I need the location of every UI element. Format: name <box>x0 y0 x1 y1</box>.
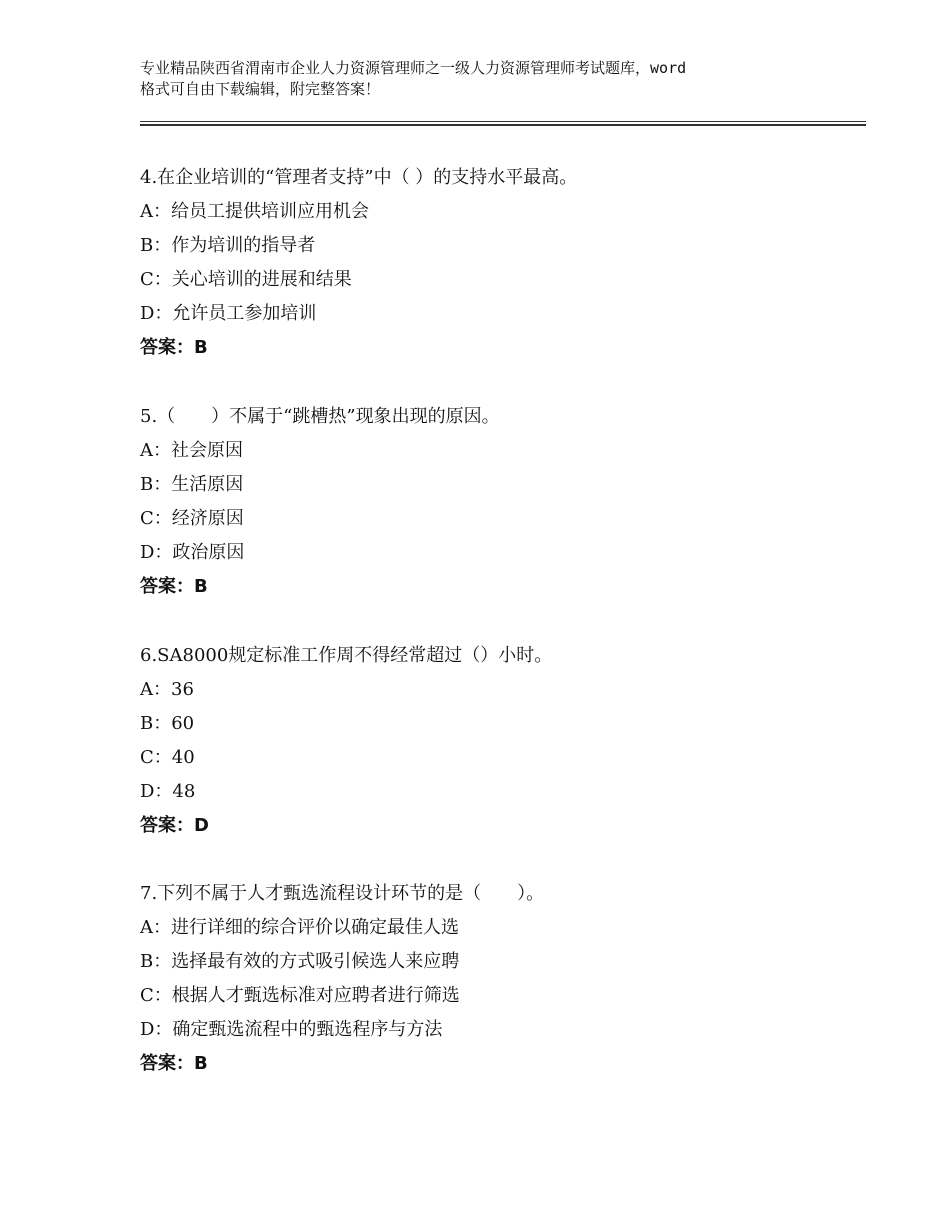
document-header <box>140 58 840 100</box>
question-block <box>140 161 870 365</box>
header-divider <box>140 121 866 122</box>
answer: 答案：B <box>140 337 208 358</box>
option-a: A：进行详细的综合评价以确定最佳人选 <box>140 917 459 938</box>
option-d: D：政治原因 <box>140 542 245 563</box>
answer: 答案：B <box>140 576 208 597</box>
option-a: A：36 <box>140 679 194 700</box>
option-a: A：社会原因 <box>140 440 243 461</box>
option-b: B：60 <box>140 713 195 734</box>
option-b: B：生活原因 <box>140 474 244 495</box>
header-line-1: 专业精品陕西省渭南市企业人力资源管理师之一级人力资源管理师考试题库，word <box>140 59 687 77</box>
option-d: D：允许员工参加培训 <box>140 303 317 324</box>
question-block <box>140 400 870 604</box>
option-d: D：确定甄选流程中的甄选程序与方法 <box>140 1019 443 1040</box>
question-stem: 4.在企业培训的“管理者支持”中（ ）的支持水平最高。 <box>140 167 578 188</box>
option-d: D：48 <box>140 781 196 802</box>
answer: 答案：D <box>140 815 209 836</box>
option-b: B：作为培训的指导者 <box>140 235 316 256</box>
question-stem: 5.（ ）不属于“跳槽热”现象出现的原因。 <box>140 406 500 427</box>
question-block <box>140 639 870 843</box>
option-c: C：经济原因 <box>140 508 244 529</box>
question-stem: 7.下列不属于人才甄选流程设计环节的是（ ）。 <box>140 883 545 904</box>
option-a: A：给员工提供培训应用机会 <box>140 201 369 222</box>
option-b: B：选择最有效的方式吸引候选人来应聘 <box>140 951 460 972</box>
header-divider-thick <box>140 124 866 126</box>
answer: 答案：B <box>140 1053 208 1074</box>
header-line-2: 格式可自由下载编辑，附完整答案！ <box>140 80 381 98</box>
option-c: C：根据人才甄选标准对应聘者进行筛选 <box>140 985 460 1006</box>
question-block <box>140 877 870 1081</box>
option-c: C：关心培训的进展和结果 <box>140 269 352 290</box>
question-stem: 6.SA8000规定标准工作周不得经常超过（）小时。 <box>140 645 553 666</box>
option-c: C：40 <box>140 747 195 768</box>
